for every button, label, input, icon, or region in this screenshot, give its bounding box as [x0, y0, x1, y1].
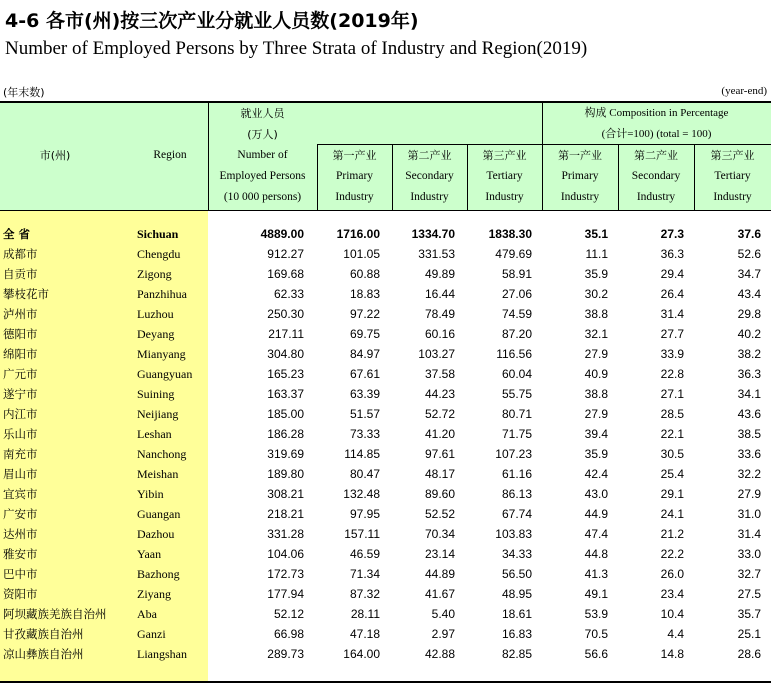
pct-primary-cell: 32.1: [584, 327, 608, 341]
city-name-cn: 雅安市: [3, 547, 38, 561]
pct-tertiary-cell: 34.1: [737, 387, 761, 401]
region-name-en: Bazhong: [137, 567, 180, 581]
pct-primary-cell: 35.9: [584, 267, 608, 281]
tertiary-cell: 87.20: [501, 327, 532, 341]
pct-tertiary-cell: 40.2: [737, 327, 761, 341]
header-pct-secondary-cn: 第二产业: [634, 149, 678, 162]
secondary-cell: 41.67: [424, 587, 455, 601]
primary-cell: 84.97: [349, 347, 380, 361]
primary-cell: 47.18: [349, 627, 380, 641]
pct-secondary-cell: 25.4: [660, 467, 684, 481]
pct-primary-cell: 42.4: [584, 467, 608, 481]
header-pct-primary-en: Primary: [561, 170, 599, 182]
secondary-cell: 41.20: [424, 427, 455, 441]
pct-tertiary-cell: 33.6: [737, 447, 761, 461]
secondary-cell: 60.16: [424, 327, 455, 341]
pct-primary-cell: 11.1: [585, 247, 608, 261]
city-name-cn: 成都市: [3, 247, 38, 261]
employed-total-cell: 169.68: [267, 267, 304, 281]
table-row: [0, 504, 771, 524]
secondary-cell: 70.34: [424, 527, 455, 541]
employed-total-cell: 331.28: [267, 527, 304, 541]
pct-primary-cell: 44.9: [584, 507, 608, 521]
tertiary-cell: 58.91: [501, 267, 532, 281]
region-name-en: Liangshan: [137, 647, 187, 661]
primary-cell: 132.48: [343, 487, 380, 501]
secondary-cell: 52.52: [424, 507, 455, 521]
pct-primary-cell: 47.4: [584, 527, 608, 541]
table-title-english: Number of Employed Persons by Three Strata of Industry and Region(2019): [5, 38, 588, 59]
region-name-en: Mianyang: [137, 347, 186, 361]
region-name-en: Deyang: [137, 327, 175, 341]
tertiary-cell: 60.04: [501, 367, 532, 381]
pct-tertiary-cell: 31.4: [737, 527, 761, 541]
city-name-cn: 达州市: [3, 527, 38, 541]
pct-secondary-cell: 22.2: [660, 547, 684, 561]
employed-total-cell: 250.30: [267, 307, 304, 321]
primary-cell: 101.05: [343, 247, 380, 261]
region-name-en: Yibin: [137, 487, 164, 501]
pct-tertiary-cell: 31.0: [737, 507, 761, 521]
city-name-cn: 资阳市: [3, 587, 38, 601]
pct-primary-cell: 53.9: [584, 607, 608, 621]
secondary-cell: 42.88: [424, 647, 455, 661]
employed-total-cell: 52.12: [273, 607, 304, 621]
header-tertiary-en: Industry: [485, 191, 524, 203]
region-name-en: Ganzi: [137, 627, 166, 641]
secondary-cell: 44.89: [424, 567, 455, 581]
tertiary-cell: 74.59: [501, 307, 532, 321]
pct-secondary-cell: 14.8: [660, 647, 684, 661]
secondary-cell: 1334.70: [411, 227, 455, 241]
primary-cell: 114.85: [344, 447, 380, 461]
pct-secondary-cell: 29.4: [660, 267, 684, 281]
table-row: [0, 564, 771, 584]
header-pct-primary-cn: 第一产业: [558, 149, 602, 162]
tertiary-cell: 479.69: [495, 247, 532, 261]
pct-tertiary-cell: 36.3: [737, 367, 761, 381]
secondary-cell: 331.53: [418, 247, 455, 261]
tertiary-cell: 34.33: [501, 547, 532, 561]
header-employed-cn: 就业人员: [240, 107, 285, 120]
employed-total-cell: 308.21: [267, 487, 304, 501]
city-name-cn: 南充市: [3, 447, 38, 461]
primary-cell: 63.39: [349, 387, 380, 401]
region-name-en: Leshan: [137, 427, 172, 441]
employed-total-cell: 66.98: [273, 627, 304, 641]
primary-cell: 71.34: [349, 567, 380, 581]
city-name-cn: 广安市: [3, 507, 38, 521]
tertiary-cell: 1838.30: [488, 227, 532, 241]
employed-total-cell: 177.94: [267, 587, 304, 601]
pct-primary-cell: 35.1: [584, 227, 608, 241]
secondary-cell: 78.49: [424, 307, 455, 321]
primary-cell: 164.00: [343, 647, 380, 661]
pct-secondary-cell: 22.8: [660, 367, 684, 381]
unit-note-english: (year-end): [721, 85, 767, 97]
employed-total-cell: 912.27: [267, 247, 304, 261]
primary-cell: 1716.00: [336, 227, 380, 241]
table-row: [0, 484, 771, 504]
header-employed-en: Number of: [237, 149, 288, 161]
header-region: Region: [153, 149, 187, 161]
pct-secondary-cell: 28.5: [660, 407, 684, 421]
city-name-cn: 攀枝花市: [3, 287, 49, 301]
pct-primary-cell: 39.4: [584, 427, 608, 441]
region-name-en: Guangyuan: [137, 367, 193, 381]
pct-secondary-cell: 33.9: [660, 347, 684, 361]
city-name-cn: 宜宾市: [3, 487, 38, 501]
region-name-en: Yaan: [137, 547, 162, 561]
city-name-cn: 遂宁市: [3, 387, 38, 401]
header-bottom-rule: [0, 210, 771, 211]
region-name-en: Chengdu: [137, 247, 181, 261]
header-tertiary-cn: 第三产业: [482, 149, 527, 162]
pct-secondary-cell: 36.3: [660, 247, 684, 261]
pct-secondary-cell: 27.1: [660, 387, 684, 401]
table-row: [0, 464, 771, 484]
city-name-cn: 全 省: [3, 227, 31, 241]
tertiary-cell: 61.16: [501, 467, 532, 481]
header-pct-primary-en: Industry: [560, 191, 600, 203]
secondary-cell: 16.44: [424, 287, 455, 301]
tertiary-cell: 80.71: [501, 407, 532, 421]
city-name-cn: 绵阳市: [3, 347, 38, 361]
region-name-en: Guangan: [137, 507, 181, 521]
region-name-en: Meishan: [137, 467, 179, 481]
city-name-cn: 巴中市: [3, 567, 38, 581]
tertiary-cell: 67.74: [501, 507, 532, 521]
table-row-total: [0, 224, 771, 244]
city-name-cn: 自贡市: [3, 267, 38, 281]
employed-total-cell: 185.00: [267, 407, 304, 421]
table-row: [0, 424, 771, 444]
pct-tertiary-cell: 34.7: [737, 267, 761, 281]
header-tertiary-en: Tertiary: [486, 170, 523, 182]
city-name-cn: 德阳市: [3, 327, 38, 341]
pct-tertiary-cell: 25.1: [737, 627, 761, 641]
secondary-cell: 44.23: [424, 387, 455, 401]
city-name-cn: 泸州市: [3, 307, 38, 321]
table-row: [0, 344, 771, 364]
employed-total-cell: 165.23: [267, 367, 304, 381]
tertiary-cell: 27.06: [501, 287, 532, 301]
table-row: [0, 404, 771, 424]
table-row: [0, 444, 771, 464]
region-name-en: Luzhou: [137, 307, 174, 321]
header-primary-en: Industry: [335, 191, 374, 203]
tertiary-cell: 56.50: [501, 567, 532, 581]
secondary-cell: 89.60: [424, 487, 455, 501]
tertiary-cell: 116.56: [496, 347, 532, 361]
pct-secondary-cell: 23.4: [660, 587, 684, 601]
city-name-cn: 阿坝藏族羌族自治州: [3, 607, 107, 621]
pct-secondary-cell: 31.4: [660, 307, 684, 321]
pct-tertiary-cell: 35.7: [737, 607, 761, 621]
pct-tertiary-cell: 32.2: [737, 467, 761, 481]
city-name-cn: 广元市: [3, 367, 38, 381]
header-primary-cn: 第一产业: [332, 149, 377, 162]
city-name-cn: 甘孜藏族自治州: [3, 627, 84, 641]
secondary-cell: 48.17: [424, 467, 455, 481]
region-name-en: Nanchong: [137, 447, 187, 461]
pct-primary-cell: 43.0: [584, 487, 608, 501]
pct-tertiary-cell: 33.0: [737, 547, 761, 561]
region-name-en: Panzhihua: [137, 287, 187, 301]
secondary-cell: 52.72: [424, 407, 455, 421]
pct-tertiary-cell: 29.8: [737, 307, 761, 321]
header-city-cn: 市(州): [39, 149, 71, 162]
header-pct-tertiary-cn: 第三产业: [710, 149, 755, 162]
header-pct-secondary-en: Industry: [636, 191, 676, 203]
header-composition-total: (合计=100) (total = 100): [601, 128, 712, 140]
primary-cell: 80.47: [349, 467, 380, 481]
secondary-cell: 23.14: [424, 547, 455, 561]
primary-cell: 73.33: [349, 427, 380, 441]
pct-tertiary-cell: 28.6: [737, 647, 761, 661]
header-secondary-en: Secondary: [405, 170, 454, 182]
pct-secondary-cell: 10.4: [660, 607, 684, 621]
pct-secondary-cell: 26.4: [660, 287, 684, 301]
region-name-en: Sichuan: [137, 227, 179, 241]
tertiary-cell: 16.83: [501, 627, 532, 641]
table-row: [0, 364, 771, 384]
city-name-cn: 内江市: [3, 407, 38, 421]
employed-total-cell: 104.06: [267, 547, 304, 561]
header-employed-unit-cn: (万人): [247, 128, 278, 141]
region-name-en: Zigong: [137, 267, 172, 281]
primary-cell: 97.22: [349, 307, 380, 321]
tertiary-cell: 18.61: [501, 607, 532, 621]
employed-total-cell: 217.11: [268, 327, 304, 341]
pct-primary-cell: 30.2: [584, 287, 608, 301]
region-name-en: Suining: [137, 387, 175, 401]
header-employed-en: Employed Persons: [219, 170, 306, 182]
table-row: [0, 644, 771, 664]
city-name-cn: 凉山彝族自治州: [3, 647, 84, 661]
region-name-en: Ziyang: [137, 587, 171, 601]
table-row: [0, 604, 771, 624]
secondary-cell: 2.97: [431, 627, 455, 641]
pct-secondary-cell: 26.0: [660, 567, 684, 581]
pct-primary-cell: 70.5: [584, 627, 608, 641]
employed-total-cell: 186.28: [267, 427, 304, 441]
secondary-cell: 37.58: [424, 367, 455, 381]
header-pct-secondary-en: Secondary: [631, 170, 681, 182]
secondary-cell: 103.27: [418, 347, 455, 361]
secondary-cell: 49.89: [424, 267, 455, 281]
table-row: [0, 584, 771, 604]
unit-note-chinese: (年末数): [3, 86, 45, 99]
table-row: [0, 324, 771, 344]
primary-cell: 67.61: [349, 367, 380, 381]
header-secondary-cn: 第二产业: [407, 149, 452, 162]
employed-total-cell: 163.37: [267, 387, 304, 401]
employed-total-cell: 218.21: [267, 507, 304, 521]
pct-tertiary-cell: 52.6: [737, 247, 761, 261]
employed-total-cell: 172.73: [267, 567, 304, 581]
pct-secondary-cell: 27.3: [660, 227, 684, 241]
region-name-en: Neijiang: [137, 407, 179, 421]
tertiary-cell: 107.23: [495, 447, 532, 461]
pct-secondary-cell: 30.5: [660, 447, 684, 461]
table-row: [0, 264, 771, 284]
pct-secondary-cell: 4.4: [667, 627, 684, 641]
employed-total-cell: 62.33: [273, 287, 304, 301]
pct-tertiary-cell: 38.2: [737, 347, 761, 361]
secondary-cell: 5.40: [431, 607, 455, 621]
pct-tertiary-cell: 43.4: [737, 287, 761, 301]
table-row: [0, 244, 771, 264]
primary-cell: 51.57: [349, 407, 380, 421]
primary-cell: 60.88: [349, 267, 380, 281]
pct-primary-cell: 56.6: [584, 647, 608, 661]
pct-primary-cell: 49.1: [584, 587, 608, 601]
header-secondary-en: Industry: [410, 191, 449, 203]
pct-tertiary-cell: 43.6: [737, 407, 761, 421]
pct-primary-cell: 35.9: [584, 447, 608, 461]
pct-secondary-cell: 27.7: [660, 327, 684, 341]
header-composition: 构成 Composition in Percentage: [584, 107, 729, 119]
table-row: [0, 284, 771, 304]
tertiary-cell: 86.13: [501, 487, 532, 501]
table-row: [0, 544, 771, 564]
pct-secondary-cell: 22.1: [660, 427, 684, 441]
table-row: [0, 624, 771, 644]
header-pct-tertiary-en: Industry: [713, 191, 752, 203]
pct-primary-cell: 41.3: [584, 567, 608, 581]
pct-secondary-cell: 21.2: [660, 527, 684, 541]
pct-secondary-cell: 24.1: [660, 507, 684, 521]
primary-cell: 157.11: [344, 527, 380, 541]
tertiary-cell: 103.83: [495, 527, 532, 541]
table-row: [0, 524, 771, 544]
city-name-cn: 乐山市: [3, 427, 38, 441]
pct-secondary-cell: 29.1: [660, 487, 684, 501]
table-title-chinese: 4-6 各市(州)按三次产业分就业人员数(2019年): [5, 10, 419, 32]
city-name-cn: 眉山市: [3, 467, 38, 481]
pct-tertiary-cell: 27.5: [737, 587, 761, 601]
pct-primary-cell: 38.8: [584, 387, 608, 401]
region-name-en: Dazhou: [137, 527, 175, 541]
secondary-cell: 97.61: [424, 447, 455, 461]
primary-cell: 46.59: [349, 547, 380, 561]
pct-primary-cell: 40.9: [584, 367, 608, 381]
primary-cell: 87.32: [349, 587, 380, 601]
pct-tertiary-cell: 27.9: [737, 487, 761, 501]
employed-total-cell: 289.73: [267, 647, 304, 661]
tertiary-cell: 71.75: [501, 427, 532, 441]
employed-total-cell: 319.69: [267, 447, 304, 461]
employed-total-cell: 189.80: [267, 467, 304, 481]
pct-tertiary-cell: 38.5: [737, 427, 761, 441]
primary-cell: 69.75: [349, 327, 380, 341]
primary-cell: 28.11: [350, 607, 380, 621]
pct-primary-cell: 27.9: [584, 407, 608, 421]
pct-primary-cell: 38.8: [584, 307, 608, 321]
primary-cell: 97.95: [349, 507, 380, 521]
tertiary-cell: 55.75: [501, 387, 532, 401]
table-row: [0, 304, 771, 324]
header-pct-tertiary-en: Tertiary: [714, 170, 751, 182]
employed-total-cell: 304.80: [267, 347, 304, 361]
region-name-en: Aba: [137, 607, 157, 621]
tertiary-cell: 48.95: [501, 587, 532, 601]
pct-tertiary-cell: 32.7: [737, 567, 761, 581]
header-primary-en: Primary: [335, 170, 374, 182]
employed-total-cell: 4889.00: [260, 227, 304, 241]
table-row: [0, 384, 771, 404]
tertiary-cell: 82.85: [501, 647, 532, 661]
pct-primary-cell: 27.9: [584, 347, 608, 361]
header-employed-unit-en: (10 000 persons): [223, 191, 302, 203]
pct-primary-cell: 44.8: [584, 547, 608, 561]
primary-cell: 18.83: [349, 287, 380, 301]
pct-tertiary-cell: 37.6: [737, 227, 761, 241]
